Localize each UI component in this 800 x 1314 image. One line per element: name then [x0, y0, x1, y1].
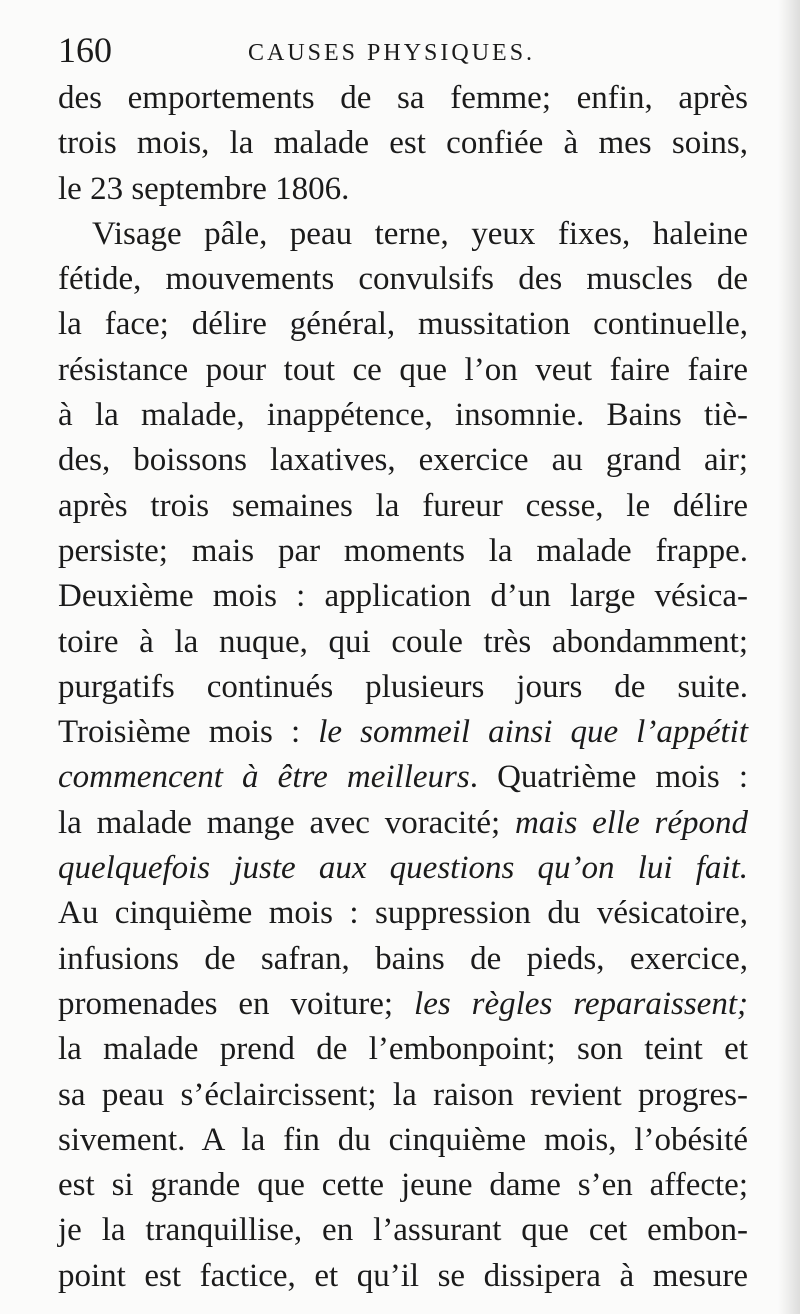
text-segment: Visage pâle, peau terne, yeux fixes, haleine [92, 215, 748, 252]
text-segment: persiste; mais par moments la malade frappe. [58, 532, 748, 569]
text-line [58, 801, 748, 846]
italic-text: commencent à être meilleurs [58, 759, 470, 796]
text-segment: point est factice, et qu’il se dissipera à mesure [58, 1257, 748, 1294]
text-segment: la malade mange avec voracité; [58, 804, 515, 841]
text-segment: la malade prend de l’embonpoint; son teint et [58, 1031, 748, 1068]
italic-text: le sommeil ainsi que l’appétit [318, 714, 748, 751]
text-line [58, 665, 748, 710]
text-segment: des emportements de sa femme; enfin, après [58, 80, 748, 116]
text-segment: toire à la nuque, qui coule très abondamment; [58, 623, 748, 660]
text-line [58, 846, 748, 891]
text-segment: la face; délire général, mussitation continuelle, [58, 306, 748, 343]
page-number: 160 [58, 30, 112, 70]
text-line [58, 755, 748, 800]
text-segment: Deuxième mois : application d’un large vésica- [58, 578, 748, 615]
text-segment: infusions de safran, bains de pieds, exercice, [58, 940, 748, 977]
text-segment: le 23 septembre 1806. [58, 170, 350, 207]
text-line [58, 393, 748, 438]
text-line [58, 302, 748, 347]
text-line [58, 257, 748, 302]
page-gutter-shadow [778, 0, 800, 1314]
italic-text: quelquefois juste aux questions qu’on lui fait. [58, 850, 748, 887]
text-line [58, 982, 748, 1027]
text-segment: résistance pour tout ce que l’on veut faire faire [58, 351, 748, 388]
text-line [58, 1118, 748, 1163]
text-segment: Troisième mois : [58, 714, 319, 751]
text-line [58, 620, 748, 665]
text-line [58, 891, 748, 936]
text-segment: fétide, mouvements convulsifs des muscles de [58, 261, 748, 298]
text-line [58, 1027, 748, 1072]
text-segment: est si grande que cette jeune dame s’en affecte; [58, 1167, 748, 1204]
text-segment: je la tranquillise, en l’assurant que cet embon- [58, 1212, 748, 1249]
text-line [58, 348, 748, 393]
text-segment: promenades en voiture; [58, 985, 415, 1022]
text-line [58, 438, 748, 483]
italic-text: mais elle répond [514, 804, 748, 841]
text-segment: purgatifs continués plusieurs jours de suite. [58, 668, 748, 705]
text-line [58, 710, 748, 755]
running-title: CAUSES PHYSIQUES. [248, 40, 536, 66]
text-segment: trois mois, la malade est confiée à mes soins, [58, 125, 748, 162]
text-segment: après trois semaines la fureur cesse, le délire [58, 487, 748, 524]
text-line [58, 1208, 748, 1253]
text-segment: à la malade, inappétence, insomnie. Bains tiè- [58, 397, 748, 434]
text-line [58, 1073, 748, 1118]
body-text [58, 76, 748, 1299]
text-line [58, 76, 748, 121]
text-line [58, 121, 748, 166]
text-line [58, 1163, 748, 1208]
text-segment: sivement. A la fin du cinquième mois, l’obésité [58, 1121, 748, 1158]
text-line [58, 1254, 748, 1299]
text-line [58, 212, 748, 257]
text-line [58, 484, 748, 529]
text-segment: Au cinquième mois : suppression du vésicatoire, [58, 895, 748, 932]
italic-text: les règles reparaissent; [414, 985, 748, 1022]
text-segment: des, boissons laxatives, exercice au grand air; [58, 442, 748, 479]
text-line [58, 574, 748, 619]
text-line [58, 937, 748, 982]
page-header [58, 26, 748, 70]
text-line [58, 529, 748, 574]
text-line [58, 167, 748, 212]
text-segment: sa peau s’éclaircissent; la raison revient progres- [58, 1076, 748, 1113]
text-segment: . Quatrième mois : [469, 759, 748, 796]
